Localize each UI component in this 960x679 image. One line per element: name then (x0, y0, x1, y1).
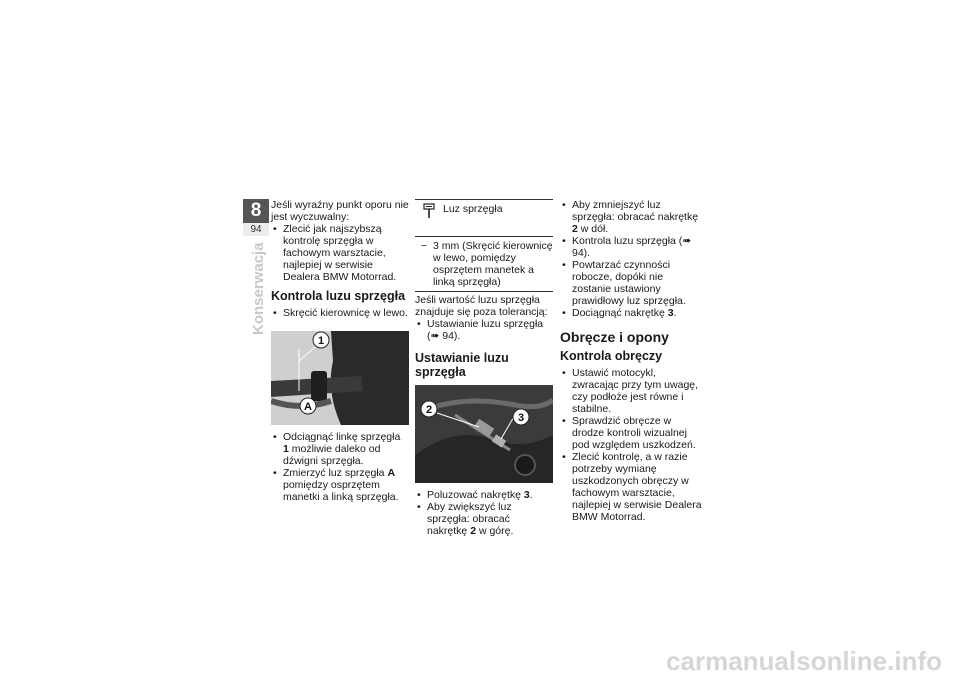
list-item (271, 467, 409, 503)
list-item: • Ustawić motocykl, zwracając przy tym uwagę, czy podłoże jest równe i stabilne. (560, 367, 702, 415)
section-heading: Kontrola obręczy (560, 349, 663, 363)
adjuster-illustration (415, 385, 553, 483)
section-heading-main: Obręcze i opony (560, 329, 669, 345)
list-item: • Zlecić kontrolę, a w razie potrzeby wymianę uszkodzonych obręczy w fachowym warsztacie, najlepiej w serwisie Dealera BMW Motorrad. (560, 451, 702, 523)
page-number: 94 (243, 223, 269, 236)
spec-value-row (415, 237, 553, 291)
step-text: w dół. (577, 223, 609, 235)
step-text: Ustawianie luzu sprzęgła ( (427, 318, 544, 342)
photo-label-3: 3 (517, 412, 525, 424)
column-2 (415, 199, 553, 537)
step-ref: 1 (283, 443, 289, 455)
adjuster-photo (415, 385, 553, 483)
step-text: Aby zwiększyć luz sprzęgła: obracać nakrętkę (427, 501, 512, 537)
list-item (415, 318, 553, 342)
list-item (415, 489, 553, 501)
photo-label-a: A (304, 401, 312, 413)
step-text: pomiędzy osprzętem manetki a linką sprzęgła. (283, 479, 399, 503)
step-text: Poluzować nakrętkę (427, 489, 524, 501)
step-text: Aby zmniejszyć luz sprzęgła: obracać nakrętkę (572, 199, 699, 223)
step-text: . (529, 489, 533, 501)
intro-text: Jeśli wyraźny punkt oporu nie jest wyczuwalny: (271, 199, 409, 223)
step-text: Odciągnąć linkę sprzęgła (283, 431, 401, 443)
list-item (560, 307, 702, 319)
spec-header (415, 200, 553, 237)
list-item (560, 259, 702, 307)
watermark: carmanualsonline.info (666, 646, 942, 676)
clutch-lever-photo (271, 331, 409, 425)
chapter-name: Konserwacja (250, 242, 267, 335)
column-1 (271, 199, 409, 503)
step-ref: 2 (572, 223, 578, 235)
section-heading: Kontrola luzu sprzęgła (271, 289, 406, 303)
step-text: Zmierzyć luz sprzęgła (283, 467, 388, 479)
step-text: . (673, 307, 677, 319)
step-ref: 2 (470, 525, 477, 537)
list-item (415, 501, 553, 537)
spec-label: Luz sprzęgła (443, 203, 503, 215)
step-text: Powtarzać czynności robocze, dopóki nie zostanie ustawiony prawidłowy luz sprzęgła. (572, 259, 686, 307)
photo-label-2: 2 (425, 404, 433, 416)
step-text: 94). (439, 330, 461, 342)
list-item (560, 199, 702, 235)
rim-check-bullets (560, 367, 702, 523)
arrow-icon: ➠ (430, 330, 440, 342)
steps-after-photo (271, 431, 409, 503)
spec-dash: − (420, 240, 428, 252)
step-ref: 3 (523, 489, 530, 501)
column-3 (560, 199, 702, 523)
step-text: w górę. (476, 525, 514, 537)
clutch-lever-illustration (271, 331, 409, 425)
tolerance-bullets (415, 318, 553, 342)
section-heading: Ustawianie luzu sprzęgła (415, 351, 509, 379)
intro-bullets (271, 223, 409, 283)
step-text: możliwie daleko od dźwigni sprzęgła. (283, 443, 381, 467)
step-text: 94). (572, 247, 591, 259)
chapter-number: 8 (243, 199, 269, 223)
photo-label-1: 1 (317, 335, 325, 347)
adjust-steps-continued (560, 199, 702, 319)
list-item: • Sprawdzić obręcze w drodze kontroli wizualnej pod względem uszkodzeń. (560, 415, 702, 451)
step-text: Dociągnąć nakrętkę (572, 307, 668, 319)
arrow-icon: ➠ (682, 235, 692, 247)
spec-box (415, 199, 553, 292)
list-item (560, 235, 702, 259)
list-item: • Zlecić jak najszybszą kontrolę sprzęgła w fachowym warsztacie, najlepiej w serwisie Dealera BMW Motorrad. (271, 223, 409, 283)
list-item: • Skręcić kierownicę w lewo. (271, 307, 409, 319)
tolerance-text: Jeśli wartość luzu sprzęgła znajduje się poza tolerancją: (415, 294, 548, 318)
adjust-steps (415, 489, 553, 537)
step-text: Kontrola luzu sprzęgła ( (572, 235, 683, 247)
step-ref: A (387, 467, 396, 479)
spec-value: 3 mm (Skręcić kierownicę w lewo, pomiędzy osprzętem manetek a linką sprzęgła) (433, 240, 553, 288)
step-ref: 3 (667, 307, 674, 319)
wrench-icon (415, 200, 443, 236)
steps-before-photo (271, 307, 409, 319)
list-item (271, 431, 409, 467)
